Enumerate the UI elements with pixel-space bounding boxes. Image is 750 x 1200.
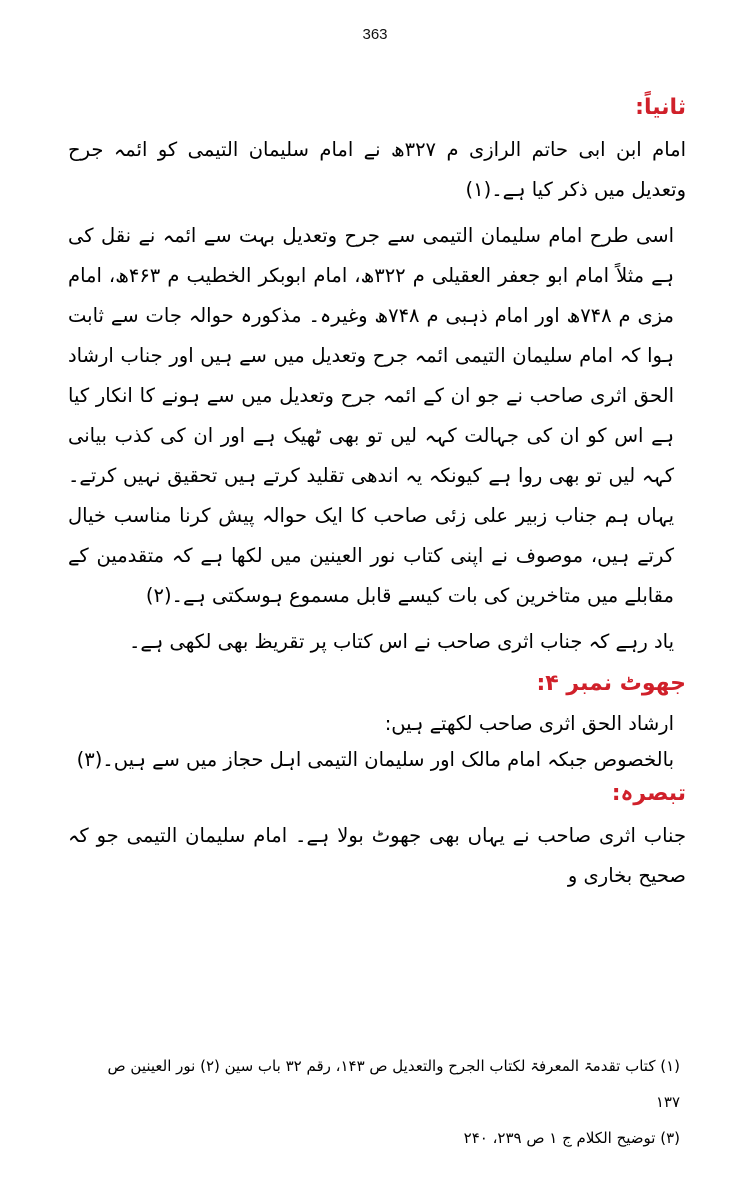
paragraph-jarh-tadil-evidence: اسی طرح امام سلیمان التیمی سے جرح وتعدیل بہت سے ائمہ نے نقل کی ہے مثلاً امام ابو جعفر العقیلی م ۳۲۲ھ، امام ابوبکر الخطیب م ۴۶۳ھ، امام مزی م ۷۴۸ھ اور امام ذہبی م ۷۴۸ھ وغیرہ۔ مذکورہ حوالہ جات سے ثابت ہوا کہ امام سلیمان التیمی ائمہ جرح وتعدیل میں سے ہیں اور جناب ارشاد الحق اثری صاحب نے جو ان کے ائمہ جرح وتعدیل میں سے ہونے کا انکار کیا ہے اس کو ان کی جہالت کہہ لیں تو بھی ٹھیک ہے اور ان کی کذب بیانی کہہ لیں تو بھی روا ہے کیونکہ یہ اندھی تقلید کرتے ہیں تحقیق نہیں کرتے۔ یہاں ہم جناب زبیر علی زئی صاحب کا ایک حوالہ پیش کرنا مناسب خیال کرتے ہیں، موصوف نے اپنی کتاب نور العینین میں لکھا ہے کہ متقدمین کے مقابلے میں متاخرین کی بات کیسے قابل مسموع ہوسکتی ہے۔(۲) [68, 224, 675, 607]
page-body [68, 92, 686, 902]
footnotes [80, 1048, 680, 1156]
section-heading-tabsira: تبصرہ: [611, 781, 686, 806]
footnote-3: (۳) توضیح الکلام ج ۱ ص ۲۳۹، ۲۴۰ [463, 1129, 680, 1147]
paragraph-ibn-abi-hatim: امام ابن ابی حاتم الرازی م ۳۲۷ھ نے امام سلیمان التیمی کو ائمہ جرح وتعدیل میں ذکر کیا ہے۔(۱) [68, 138, 687, 201]
paragraph-commentary: جناب اثری صاحب نے یہاں بھی جھوٹ بولا ہے۔ امام سلیمان التیمی جو کہ صحیح بخاری و [68, 824, 686, 887]
quote-text: بالخصوص جبکہ امام مالک اور سلیمان التیمی اہل حجاز میں سے ہیں۔(۳) [76, 748, 674, 771]
section-heading-lie-number-4: جھوٹ نمبر ۴: [536, 671, 686, 696]
page-number: 363 [362, 26, 388, 43]
footnote-1-2: (۱) کتاب تقدمۃ المعرفۃ لکتاب الجرح والتعدیل ص ۱۴۳، رقم ۳۲ باب سین (۲) نور العینین ص ۱۳۷ [107, 1057, 680, 1111]
paragraph-taqreez-note: یاد رہے کہ جناب اثری صاحب نے اس کتاب پر تقریظ بھی لکھی ہے۔ [128, 630, 674, 653]
section-heading-thaniyan: ثانیاً: [635, 95, 686, 120]
quote-intro: ارشاد الحق اثری صاحب لکھتے ہیں: [384, 712, 674, 735]
